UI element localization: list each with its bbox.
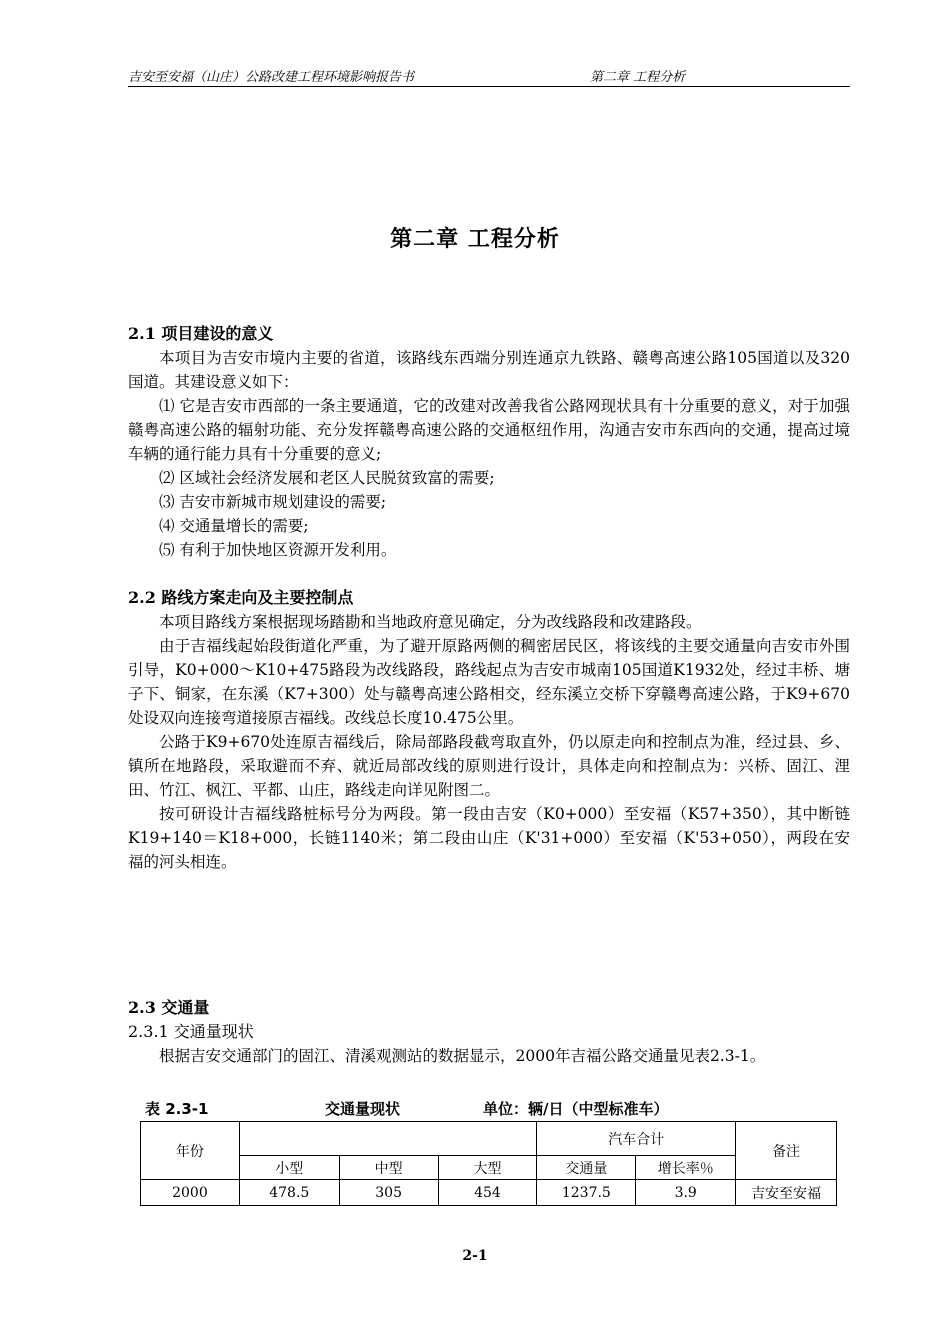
header-year: 年份 bbox=[141, 1122, 240, 1180]
paragraph: 按可研设计吉福线路桩标号分为两段。第一段由吉安（K0+000）至安福（K57+350），其中断链K19+140＝K18+000，长链1140米；第二段由山庄（K'31+000）至安福（K'53+050），两段在安福的河头相连。 bbox=[128, 805, 850, 871]
chapter-title: 第二章 工程分析 bbox=[390, 227, 560, 252]
header-vehicle-total: 汽车合计 bbox=[537, 1122, 736, 1156]
list-item: ⑸ 有利于加快地区资源开发利用。 bbox=[159, 541, 397, 559]
paragraph: 本项目路线方案根据现场踏勘和当地政府意见确定，分为改线路段和改建路段。 bbox=[159, 613, 702, 631]
paragraph: 本项目为吉安市境内主要的省道，该路线东西端分别连通京九铁路、赣粤高速公路105国道以及320国道。其建设意义如下： bbox=[128, 349, 850, 391]
header-cell: 小型 bbox=[239, 1156, 339, 1180]
table-cell: 吉安至安福 bbox=[736, 1180, 837, 1206]
page-header bbox=[128, 66, 850, 87]
list-item: ⑵ 区域社会经济发展和老区人民脱贫致富的需要; bbox=[159, 469, 495, 487]
table-cell: 2000 bbox=[141, 1180, 240, 1206]
header-note: 备注 bbox=[736, 1122, 837, 1180]
page-number: 2-1 bbox=[462, 1248, 488, 1264]
header-blank bbox=[239, 1122, 537, 1156]
section-heading: 2.1 项目建设的意义 bbox=[128, 324, 274, 343]
list-item: ⑶ 吉安市新城市规划建设的需要; bbox=[159, 493, 387, 511]
header-chapter-title: 第二章 工程分析 bbox=[590, 70, 686, 85]
section-heading: 2.3 交通量 bbox=[128, 998, 210, 1017]
table-cell: 3.9 bbox=[636, 1180, 736, 1206]
header-cell: 大型 bbox=[438, 1156, 537, 1180]
table-cell: 478.5 bbox=[239, 1180, 339, 1206]
list-item: ⑷ 交通量增长的需要; bbox=[159, 517, 309, 535]
section-2-1 bbox=[128, 322, 850, 874]
table-label: 表 2.3-1 bbox=[145, 1100, 209, 1118]
header-cell: 交通量 bbox=[537, 1156, 636, 1180]
header-cell: 增长率％ bbox=[636, 1156, 736, 1180]
table-unit: 单位：辆/日（中型标准车） bbox=[483, 1100, 669, 1118]
table-cell: 1237.5 bbox=[537, 1180, 636, 1206]
paragraph: 根据吉安交通部门的固江、清溪观测站的数据显示，2000年吉福公路交通量见表2.3-1。 bbox=[159, 1047, 766, 1065]
header-document-title: 吉安至安福（山庄）公路改建工程环境影响报告书 bbox=[128, 70, 415, 85]
traffic-volume-table bbox=[140, 1121, 837, 1206]
table-row bbox=[141, 1180, 837, 1206]
table-cell: 305 bbox=[339, 1180, 438, 1206]
paragraph: 由于吉福线起始段街道化严重，为了避开原路两侧的稠密居民区，将该线的主要交通量向吉安市外围引导，K0+000～K10+475路段为改线路段，路线起点为吉安市城南105国道K1932处，经过丰桥、塘子下、铜家，在东溪（K7+300）处与赣粤高速公路相交，经东溪立交桥下穿赣粤高速公路，于K9+670处设双向连接弯道接原吉福线。改线总长度10.475公里。 bbox=[128, 637, 850, 727]
list-item: ⑴ 它是吉安市西部的一条主要通道，它的改建对改善我省公路网现状具有十分重要的意义，对于加强赣粤高速公路的辐射功能、充分发挥赣粤高速公路的交通枢纽作用，沟通吉安市东西向的交通，提高过境车辆的通行能力具有十分重要的意义; bbox=[128, 397, 850, 463]
paragraph: 公路于K9+670处连原吉福线后，除局部路段截弯取直外，仍以原走向和控制点为准，经过县、乡、镇所在地路段，采取避而不弃、就近局部改线的原则进行设计，具体走向和控制点为：兴桥、固江、浬田、竹江、枫江、平都、山庄，路线走向详见附图二。 bbox=[128, 733, 850, 799]
table-name: 交通量现状 bbox=[325, 1100, 401, 1118]
table-cell: 454 bbox=[438, 1180, 537, 1206]
section-heading: 2.2 路线方案走向及主要控制点 bbox=[128, 588, 354, 607]
header-cell: 中型 bbox=[339, 1156, 438, 1180]
subsection-heading: 2.3.1 交通量现状 bbox=[128, 1022, 254, 1041]
section-2-3 bbox=[128, 996, 850, 1068]
